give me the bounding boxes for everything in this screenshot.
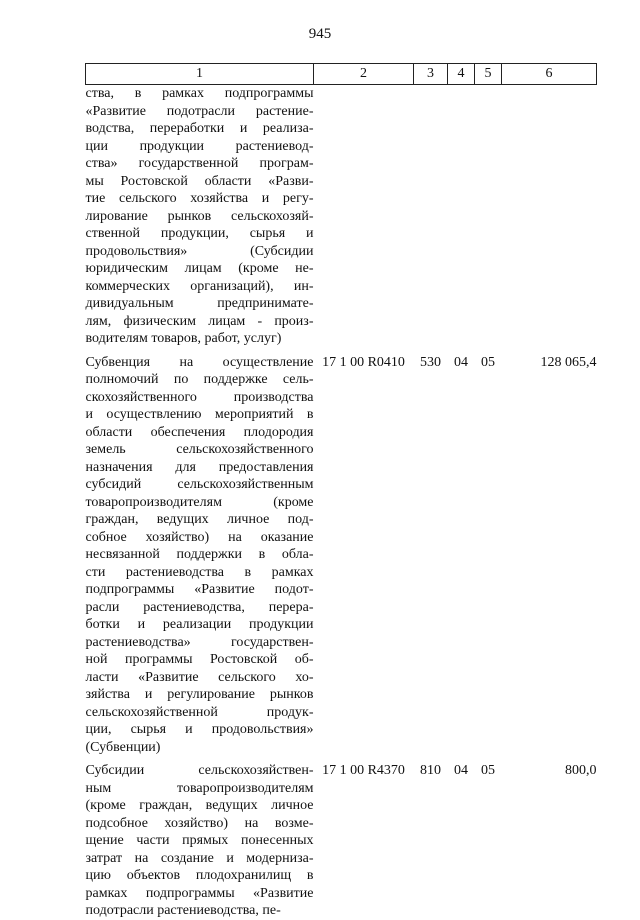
description-line: водителям товаров, работ, услуг): [85, 331, 282, 346]
expense-type: [414, 85, 448, 348]
description-line: растениеводства» государствен-: [85, 634, 314, 650]
description-line: коммерческих организаций), ин-: [85, 278, 314, 294]
description-line: щение части прямых понесенных: [85, 833, 314, 848]
target-article-code: 17 1 00 R4370: [322, 763, 405, 778]
description-line: лирование рынков сельскохозяй-: [85, 208, 314, 224]
table-body: [86, 85, 597, 920]
subsection-code: 05: [481, 763, 495, 778]
column-header-2: 2: [314, 64, 414, 85]
table-row: [86, 348, 597, 757]
column-header-6: 6: [502, 64, 597, 85]
description-line: Субсидии сельскохозяйствен-: [85, 763, 314, 778]
description-line: (Субвенции): [85, 739, 161, 755]
amount: 800,0: [565, 763, 597, 778]
section-code: 04: [454, 763, 468, 778]
amount: [502, 85, 597, 348]
description-line: субсидий сельскохозяйственным: [85, 477, 314, 492]
row-description: [86, 756, 314, 920]
description-line: подсобное хозяйство) на возме-: [85, 815, 314, 831]
description-line: мы Ростовской области «Разви-: [85, 173, 314, 189]
section-code: 04: [454, 354, 468, 370]
description-line: товаропроизводителям (кроме: [85, 494, 314, 510]
description-line: ства, в рамках подпрограммы: [85, 86, 314, 101]
subsection-code: 05: [481, 354, 495, 370]
description-line: затрат на создание и модерниза-: [85, 850, 314, 866]
description-line: тие сельского хозяйства и регу-: [85, 191, 314, 206]
description-line: водства, переработки и реализа-: [85, 121, 314, 136]
description-line: области обеспечения плодородия: [85, 424, 314, 440]
page-number: 945: [308, 26, 332, 42]
column-header-5: 5: [475, 64, 502, 85]
description-line: ции, сырья и продовольствия»: [85, 722, 314, 737]
description-line: сти растениеводства в рамках: [85, 564, 314, 580]
table-header-row: [86, 64, 597, 85]
description-line: дивидуальным предпринимате-: [85, 296, 314, 311]
row-description: [86, 85, 314, 348]
description-line: лям, физическим лицам - произ-: [85, 313, 314, 329]
description-line: назначения для предоставления: [85, 459, 314, 475]
description-line: подпрограммы «Развитие подот-: [85, 582, 314, 597]
description-line: ботки и реализации продукции: [85, 617, 314, 632]
description-line: зяйства и регулирование рынков: [85, 687, 314, 702]
table-row: [86, 85, 597, 348]
column-header-3: 3: [414, 64, 448, 85]
amount: 128 065,4: [540, 354, 597, 370]
target-article-code: [314, 85, 414, 348]
description-line: ласти «Развитие сельского хо-: [85, 669, 314, 685]
target-article-code: 17 1 00 R0410: [322, 354, 405, 370]
description-line: Субвенция на осуществление: [85, 354, 314, 370]
description-line: земель сельскохозяйственного: [85, 442, 314, 457]
description-line: цию объектов плодохранилищ в: [85, 868, 314, 883]
description-line: юридическим лицам (кроме не-: [85, 261, 314, 276]
description-line: скохозяйственного производства: [85, 389, 314, 405]
expense-type: 810: [420, 763, 441, 778]
expense-type: 530: [420, 354, 441, 370]
row-description: [86, 348, 314, 757]
description-line: и осуществлению мероприятий в: [85, 407, 314, 422]
description-line: (кроме граждан, ведущих личное: [85, 798, 314, 813]
description-line: ным товаропроизводителям: [85, 780, 314, 796]
column-header-4: 4: [448, 64, 475, 85]
description-line: ства» государственной програм-: [85, 156, 314, 171]
description-line: несвязанной поддержки в обла-: [85, 547, 314, 562]
description-line: рамках подпрограммы «Развитие: [85, 885, 314, 901]
description-line: продовольствия» (Субсидии: [85, 243, 314, 259]
description-line: «Развитие подотрасли растение-: [85, 103, 314, 119]
description-line: собное хозяйство) на оказание: [85, 529, 314, 545]
table-row: [86, 756, 597, 920]
description-line: расли растениеводства, перера-: [85, 599, 314, 615]
description-line: граждан, ведущих личное под-: [85, 512, 314, 527]
description-line: полномочий по поддержке сель-: [85, 372, 314, 387]
description-line: сельскохозяйственной продук-: [85, 704, 314, 720]
description-line: подотрасли растениеводства, пе-: [85, 903, 281, 918]
subsection-code: [475, 85, 502, 348]
description-line: ной программы Ростовской об-: [85, 652, 314, 667]
description-line: ственной продукции, сырья и: [85, 226, 314, 241]
description-line: ции продукции растениевод-: [85, 138, 314, 154]
budget-table: [85, 63, 597, 920]
section-code: [448, 85, 475, 348]
column-header-1: 1: [86, 64, 314, 85]
